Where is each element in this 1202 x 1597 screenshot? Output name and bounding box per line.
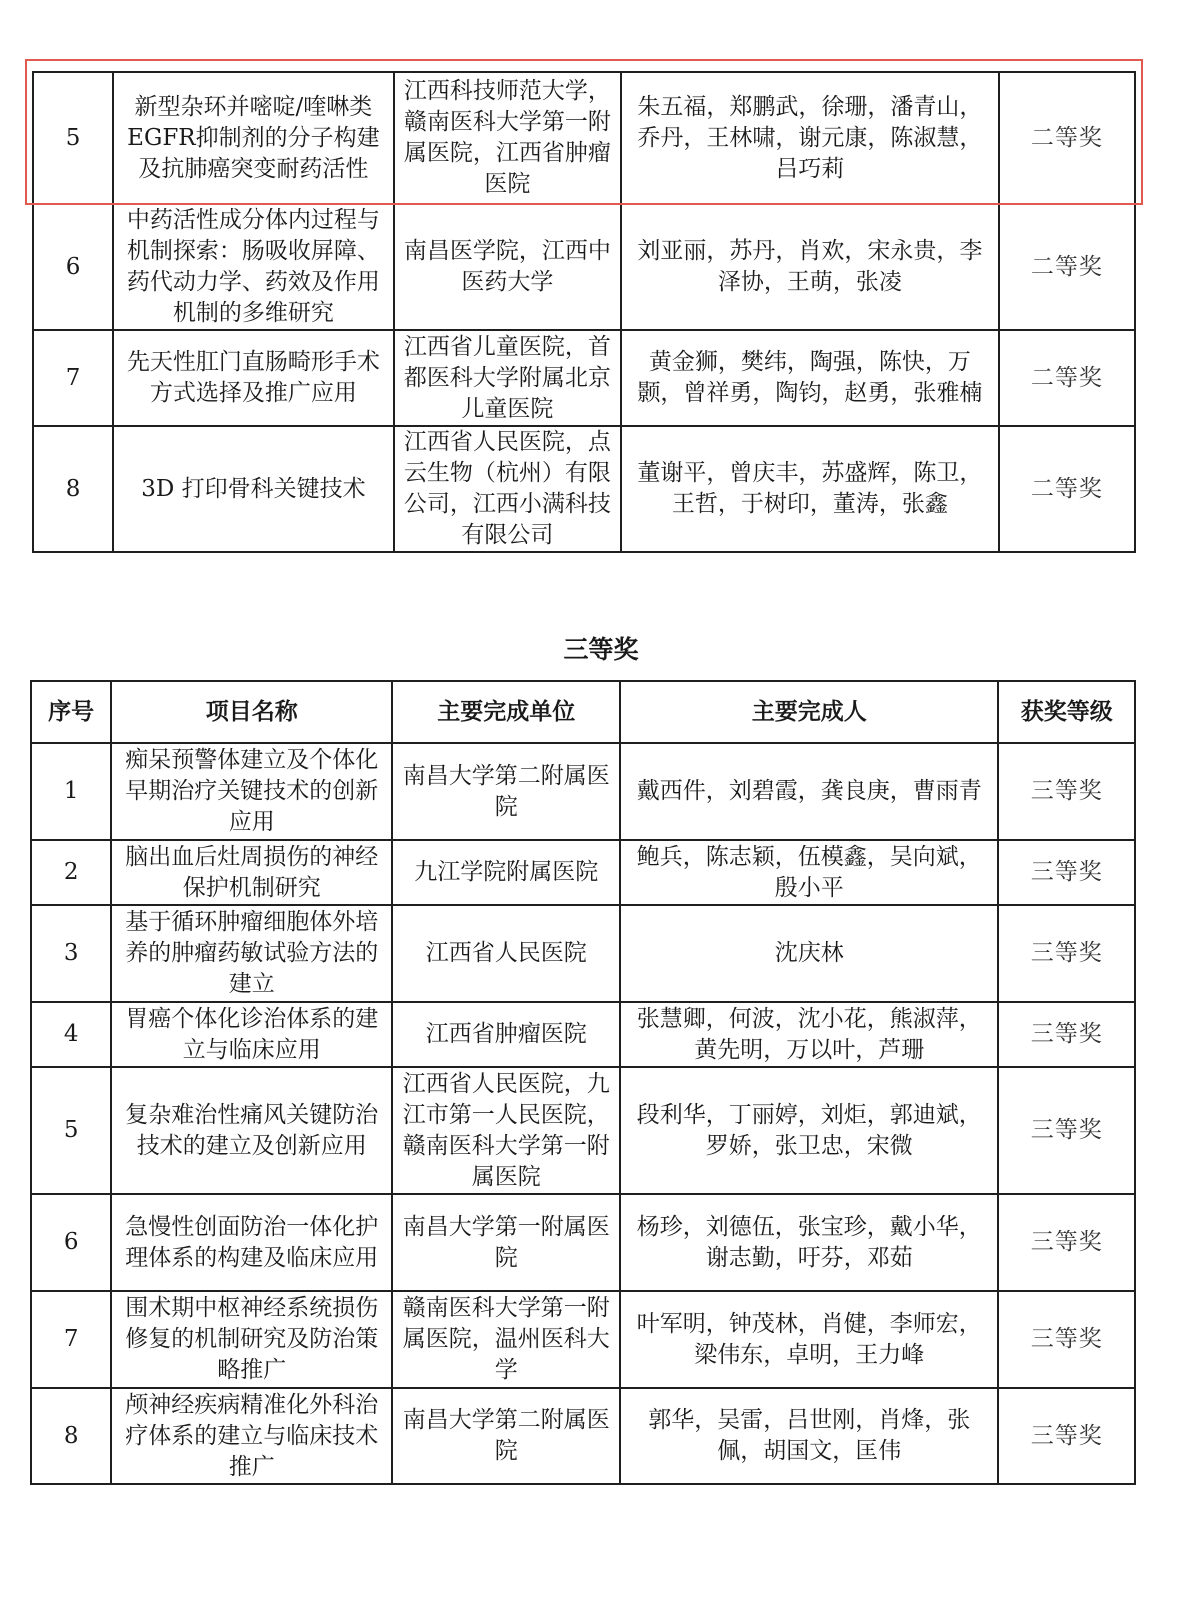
award-level: 三等奖 (998, 1067, 1135, 1194)
row-number: 8 (33, 426, 113, 552)
completing-unit: 江西省人民医院，九江市第一人民医院，赣南医科大学第一附属医院 (392, 1067, 620, 1194)
row-number: 6 (33, 204, 113, 330)
project-name: 胃癌个体化诊治体系的建立与临床应用 (111, 1002, 392, 1067)
table-row (31, 840, 1135, 905)
table-row (31, 743, 1135, 840)
completing-unit: 南昌医学院，江西中医药大学 (394, 204, 621, 330)
completing-unit: 南昌大学第二附属医院 (392, 1388, 620, 1484)
second-prize-table (32, 71, 1136, 553)
completing-people: 戴西件，刘碧霞，龚良庚，曹雨青 (620, 743, 998, 840)
project-name: 基于循环肿瘤细胞体外培养的肿瘤药敏试验方法的建立 (111, 905, 392, 1002)
award-level: 二等奖 (999, 204, 1135, 330)
project-name: 脑出血后灶周损伤的神经保护机制研究 (111, 840, 392, 905)
completing-unit: 江西科技师范大学，赣南医科大学第一附属医院，江西省肿瘤医院 (394, 72, 621, 204)
award-level: 二等奖 (999, 426, 1135, 552)
table-row (31, 1194, 1135, 1291)
table-row (33, 426, 1135, 552)
completing-unit: 江西省肿瘤医院 (392, 1002, 620, 1067)
award-level: 三等奖 (998, 905, 1135, 1002)
award-level: 三等奖 (998, 1002, 1135, 1067)
table-row (31, 1291, 1135, 1388)
completing-people: 张慧卿，何波，沈小花，熊淑萍，黄先明，万以叶，芦珊 (620, 1002, 998, 1067)
completing-people: 朱五福，郑鹏武，徐珊，潘青山，乔丹，王林啸，谢元康，陈淑慧，吕巧莉 (621, 72, 999, 204)
project-name: 新型杂环并嘧啶/喹啉类EGFR抑制剂的分子构建及抗肺癌突变耐药活性 (113, 72, 394, 204)
completing-people: 杨珍，刘德伍，张宝珍，戴小华，谢志勤，吁芬，邓茹 (620, 1194, 998, 1291)
award-level: 三等奖 (998, 743, 1135, 840)
header-project-name: 项目名称 (111, 681, 392, 743)
completing-people: 刘亚丽，苏丹，肖欢，宋永贵，李泽协，王萌，张凌 (621, 204, 999, 330)
row-number: 7 (33, 330, 113, 426)
header-number: 序号 (31, 681, 111, 743)
row-number: 7 (31, 1291, 111, 1388)
project-name: 颅神经疾病精准化外科治疗体系的建立与临床技术推广 (111, 1388, 392, 1484)
completing-unit: 南昌大学第二附属医院 (392, 743, 620, 840)
project-name: 中药活性成分体内过程与机制探索：肠吸收屏障、药代动力学、药效及作用机制的多维研究 (113, 204, 394, 330)
award-level: 三等奖 (998, 1194, 1135, 1291)
row-number: 8 (31, 1388, 111, 1484)
row-number: 5 (33, 72, 113, 204)
project-name: 围术期中枢神经系统损伤修复的机制研究及防治策略推广 (111, 1291, 392, 1388)
third-prize-table (30, 680, 1136, 1485)
row-number: 1 (31, 743, 111, 840)
completing-unit: 江西省儿童医院，首都医科大学附属北京儿童医院 (394, 330, 621, 426)
project-name: 痴呆预警体建立及个体化早期治疗关键技术的创新应用 (111, 743, 392, 840)
completing-people: 鲍兵，陈志颖，伍模鑫，吴向斌，殷小平 (620, 840, 998, 905)
completing-people: 叶军明，钟茂林，肖健，李师宏，梁伟东，卓明，王力峰 (620, 1291, 998, 1388)
table-row (31, 1067, 1135, 1194)
table-row (33, 330, 1135, 426)
table-row (33, 72, 1135, 204)
completing-people: 董谢平，曾庆丰，苏盛辉，陈卫，王哲，于树印，董涛，张鑫 (621, 426, 999, 552)
header-row (31, 681, 1135, 743)
award-level: 三等奖 (998, 840, 1135, 905)
completing-unit: 赣南医科大学第一附属医院，温州医科大学 (392, 1291, 620, 1388)
project-name: 急慢性创面防治一体化护理体系的构建及临床应用 (111, 1194, 392, 1291)
row-number: 5 (31, 1067, 111, 1194)
award-level: 二等奖 (999, 330, 1135, 426)
header-completing-unit: 主要完成单位 (392, 681, 620, 743)
award-level: 三等奖 (998, 1291, 1135, 1388)
table-row (31, 905, 1135, 1002)
award-level: 二等奖 (999, 72, 1135, 204)
row-number: 6 (31, 1194, 111, 1291)
completing-people: 段利华，丁丽婷，刘炬，郭迪斌，罗娇，张卫忠，宋微 (620, 1067, 998, 1194)
section-title: 三等奖 (563, 635, 639, 664)
row-number: 3 (31, 905, 111, 1002)
row-number: 2 (31, 840, 111, 905)
table-row (31, 1002, 1135, 1067)
completing-unit: 江西省人民医院 (392, 905, 620, 1002)
project-name: 3D 打印骨科关键技术 (113, 426, 394, 552)
completing-unit: 南昌大学第一附属医院 (392, 1194, 620, 1291)
table-row (31, 1388, 1135, 1484)
project-name: 复杂难治性痛风关键防治技术的建立及创新应用 (111, 1067, 392, 1194)
table-row (33, 204, 1135, 330)
header-award-level: 获奖等级 (998, 681, 1135, 743)
row-number: 4 (31, 1002, 111, 1067)
completing-unit: 江西省人民医院，点云生物（杭州）有限公司，江西小满科技有限公司 (394, 426, 621, 552)
header-completing-people: 主要完成人 (620, 681, 998, 743)
completing-unit: 九江学院附属医院 (392, 840, 620, 905)
completing-people: 沈庆林 (620, 905, 998, 1002)
award-level: 三等奖 (998, 1388, 1135, 1484)
completing-people: 郭华，吴雷，吕世刚，肖烽，张佩，胡国文，匡伟 (620, 1388, 998, 1484)
project-name: 先天性肛门直肠畸形手术方式选择及推广应用 (113, 330, 394, 426)
completing-people: 黄金狮，樊纬，陶强，陈快，万颢，曾祥勇，陶钧，赵勇，张雅楠 (621, 330, 999, 426)
